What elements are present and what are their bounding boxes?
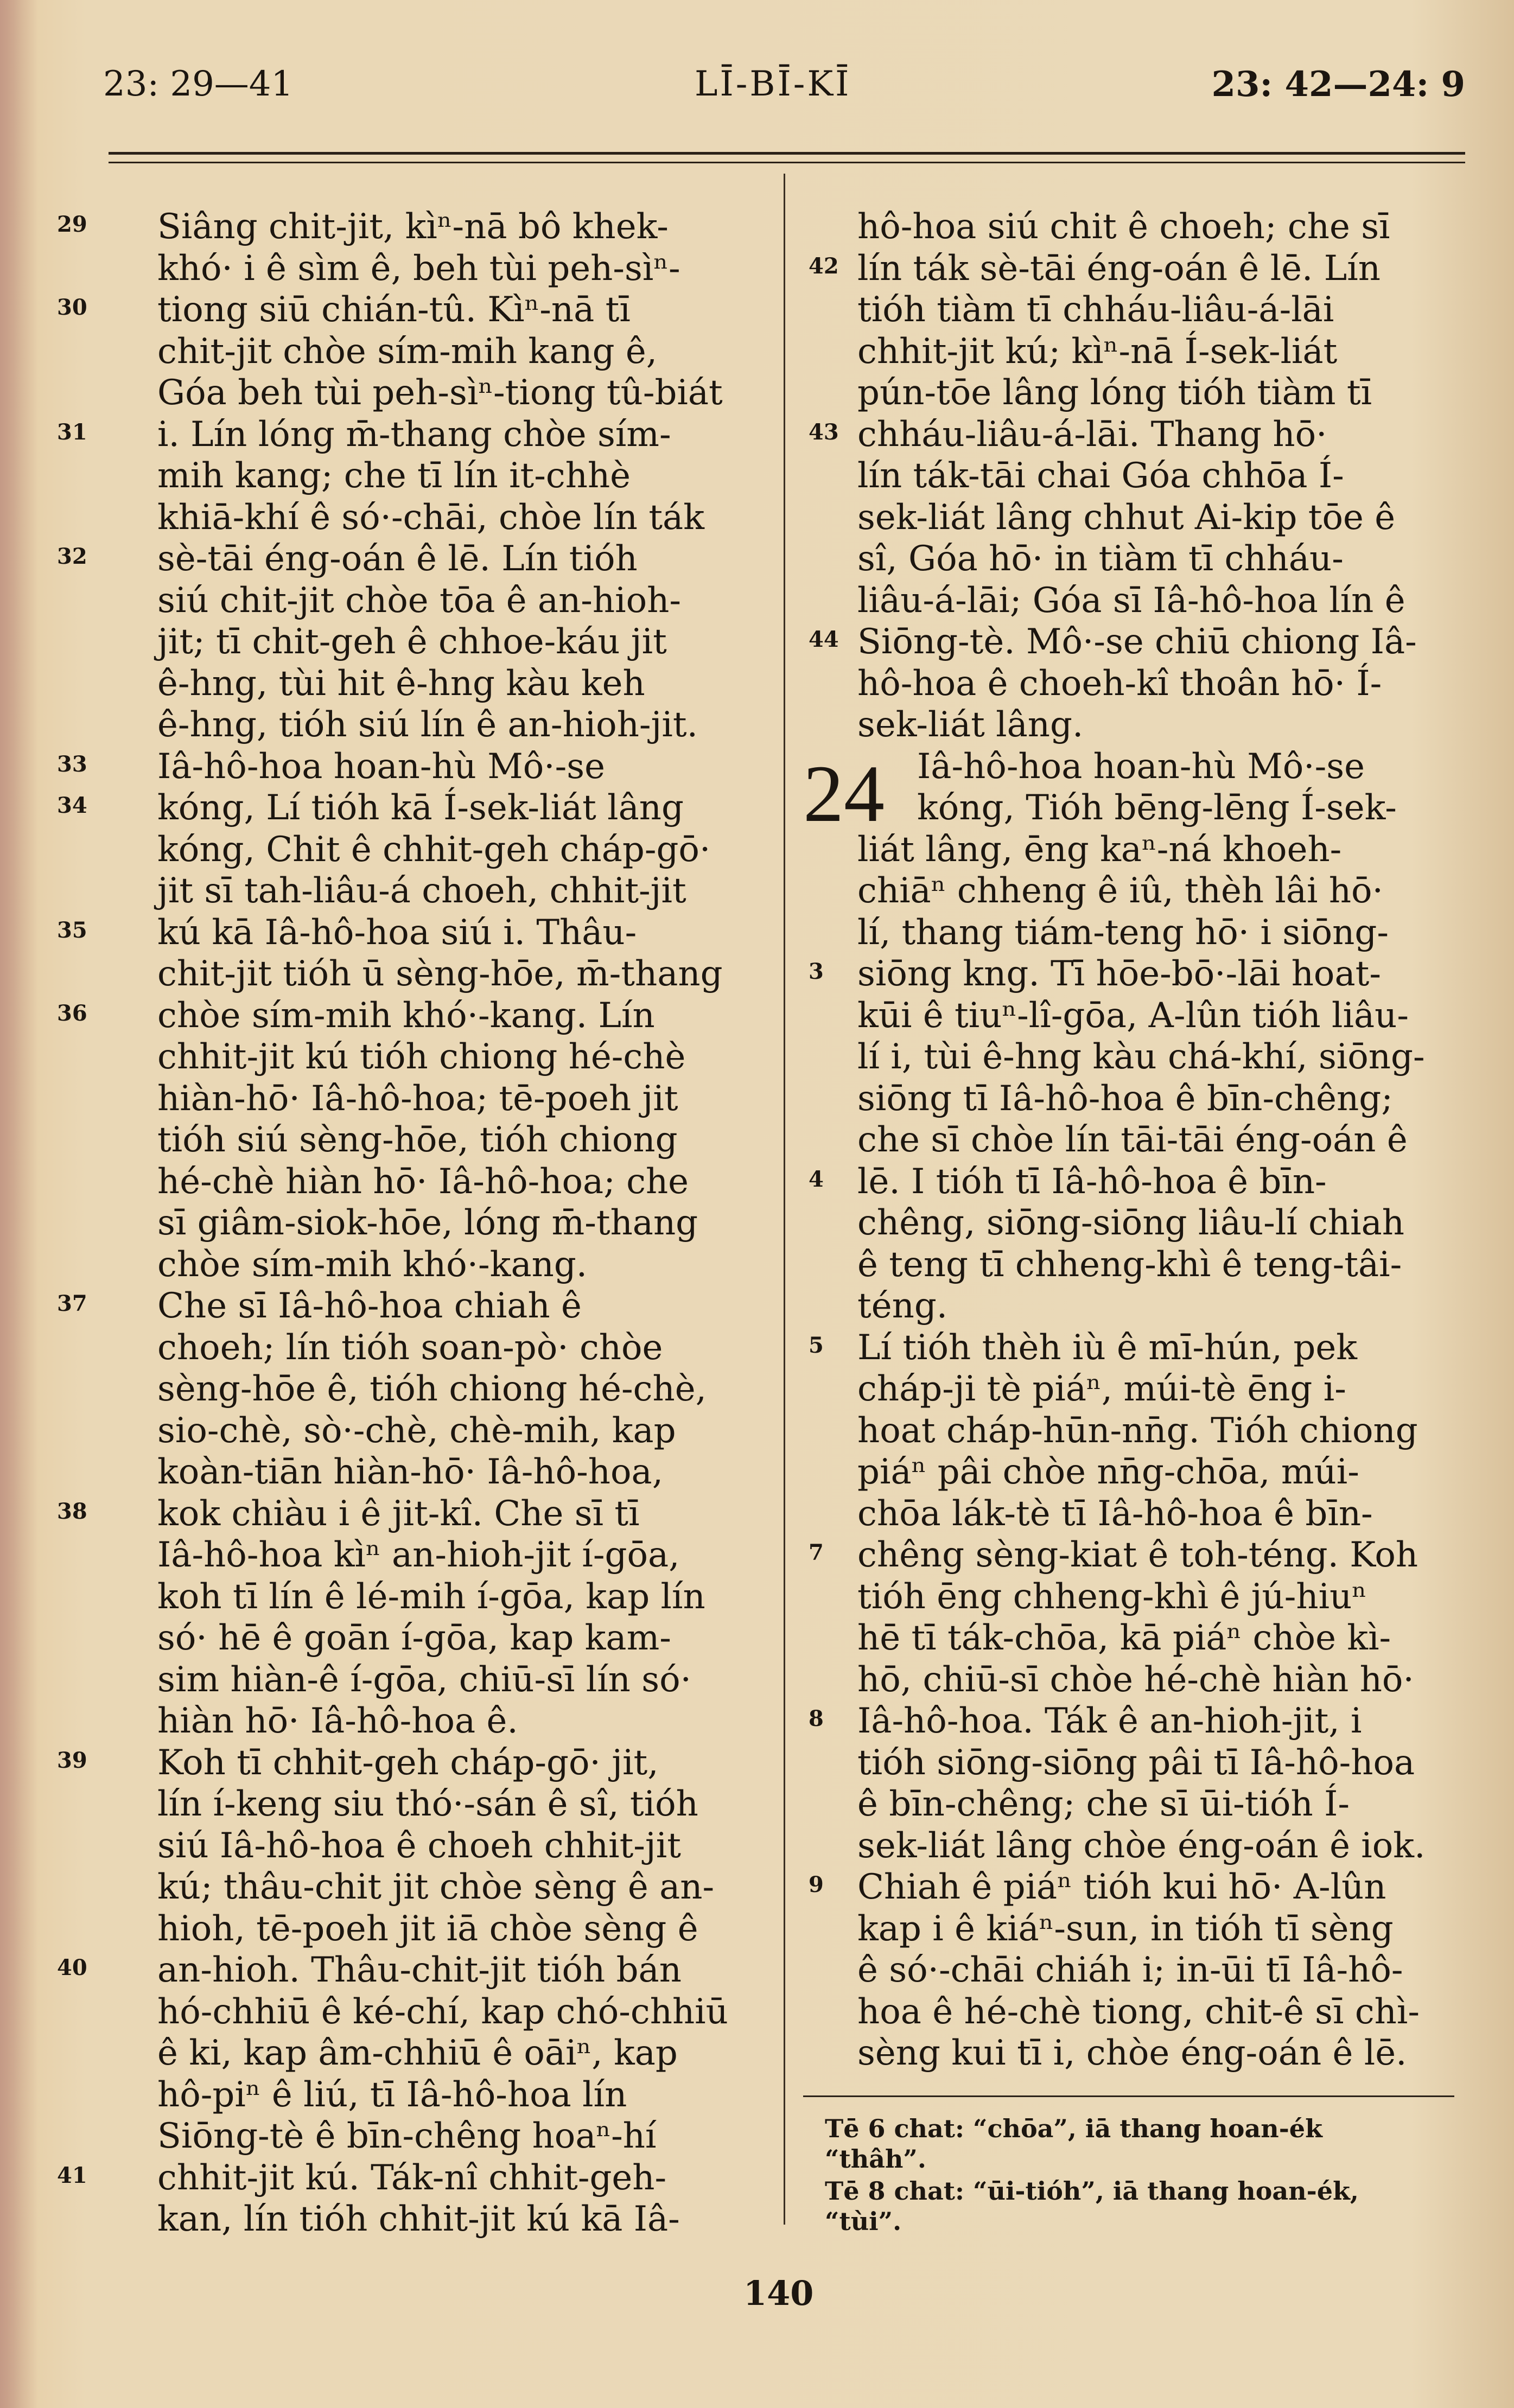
line-text: chháu-liâu-á-lāi. Thang hō· xyxy=(857,414,1327,455)
line-text: i. Lín lóng m̄-thang chòe sím- xyxy=(157,414,671,455)
text-line xyxy=(81,704,760,746)
text-line xyxy=(809,1991,1465,2033)
line-text: hē tī ták-chōa, kā piáⁿ chòe kì- xyxy=(857,1618,1391,1658)
line-text: chhit-jit kú; kìⁿ-nā Í-sek-liát xyxy=(857,331,1338,372)
line-text: Iâ-hô-hoa kìⁿ an-hioh-jit í-gōa, xyxy=(157,1535,680,1575)
text-line xyxy=(809,746,1465,788)
text-line xyxy=(81,1617,760,1659)
line-text: Chiah ê piáⁿ tióh kui hō· A-lûn xyxy=(857,1867,1386,1907)
verse-number: 44 xyxy=(809,627,839,652)
line-text: hiàn-hō· Iâ-hô-hoa; tē-poeh jit xyxy=(157,1078,678,1119)
line-text: che sī chòe lín tāi-tāi éng-oán ê xyxy=(857,1120,1408,1160)
verse-number: 4 xyxy=(809,1166,824,1192)
text-line xyxy=(809,1950,1465,1991)
text-line xyxy=(81,1202,760,1244)
verse-number: 41 xyxy=(57,2162,87,2188)
text-line xyxy=(809,1119,1465,1161)
text-line xyxy=(81,1119,760,1161)
verse-number: 31 xyxy=(57,419,87,445)
text-line xyxy=(809,1783,1465,1825)
line-text: tióh ēng chheng-khì ê jú-hiuⁿ xyxy=(857,1576,1367,1617)
line-text: kóng, Chit ê chhit-geh cháp-gō· xyxy=(157,829,711,870)
text-line xyxy=(81,621,760,663)
text-line xyxy=(81,663,760,705)
line-text: sek-liát lâng chhut Ai-kip tōe ê xyxy=(857,497,1396,538)
text-line xyxy=(57,538,760,580)
text-line xyxy=(809,1825,1465,1867)
text-line xyxy=(809,1244,1465,1286)
line-text: hó-chhiū ê ké-chí, kap chó-chhiū xyxy=(157,1991,728,2032)
text-line xyxy=(809,621,1465,663)
line-text: Iâ-hô-hoa hoan-hù Mô·-se xyxy=(917,746,1365,787)
text-line xyxy=(809,1866,1465,1908)
text-line xyxy=(809,1078,1465,1120)
text-line xyxy=(809,912,1465,954)
verse-number: 38 xyxy=(57,1498,87,1524)
line-text: chit-jit chòe sím-mih kang ê, xyxy=(157,331,658,372)
line-text: koh tī lín ê lé-mih í-gōa, kap lín xyxy=(157,1576,705,1617)
line-text: ê teng tī chheng-khì ê teng-tâi- xyxy=(857,1244,1402,1285)
running-header xyxy=(0,64,1514,124)
text-line xyxy=(809,870,1465,912)
text-line xyxy=(809,1285,1465,1327)
line-text: kú; thâu-chit jit chòe sèng ê an- xyxy=(157,1867,715,1907)
footnote-2 xyxy=(825,2176,1465,2237)
line-text: Siōng-tè ê bīn-chêng hoaⁿ-hí xyxy=(157,2116,657,2156)
line-text: sè-tāi éng-oán ê lē. Lín tióh xyxy=(157,539,638,579)
text-line xyxy=(809,829,1465,871)
line-text: téng. xyxy=(857,1286,948,1326)
footnote-rule xyxy=(803,2095,1454,2097)
text-line xyxy=(81,870,760,912)
line-text: chòe sím-mih khó·-kang. Lín xyxy=(157,995,655,1036)
verse-number: 32 xyxy=(57,544,87,569)
text-line xyxy=(81,1866,760,1908)
text-line xyxy=(809,995,1465,1037)
line-text: hô-piⁿ ê liú, tī Iâ-hô-hoa lín xyxy=(157,2074,627,2115)
line-text: kok chiàu i ê jit-kî. Che sī tī xyxy=(157,1493,640,1534)
verse-number: 42 xyxy=(809,253,839,279)
line-text: chit-jit tióh ū sèng-hōe, m̄-thang xyxy=(157,954,723,994)
verse-number: 39 xyxy=(57,1747,87,1773)
line-text: lē. I tióh tī Iâ-hô-hoa ê bīn- xyxy=(857,1161,1327,1202)
line-text: lí i, tùi ê-hng kàu chá-khí, siōng- xyxy=(857,1037,1425,1077)
text-line xyxy=(809,289,1465,331)
footnote-1 xyxy=(825,2113,1465,2174)
line-text: koàn-tiān hiàn-hō· Iâ-hô-hoa, xyxy=(157,1452,664,1492)
text-line xyxy=(809,372,1465,414)
line-text: mih kang; che tī lín it-chhè xyxy=(157,456,631,496)
text-line xyxy=(57,206,760,248)
text-line xyxy=(57,787,760,829)
verse-number: 29 xyxy=(57,212,87,237)
line-text: siōng kng. Tī hōe-bō·-lāi hoat- xyxy=(857,954,1381,994)
line-text: pún-tōe lâng lóng tióh tiàm tī xyxy=(857,373,1372,413)
text-line xyxy=(81,2074,760,2116)
verse-number: 40 xyxy=(57,1955,87,1980)
text-line xyxy=(81,1700,760,1742)
line-text: Siōng-tè. Mô·-se chiū chiong Iâ- xyxy=(857,622,1417,662)
footnote-1-line-1: Tē 6 chat: “chōa”, iā thang hoan-ék xyxy=(825,2114,1322,2143)
line-text: Koh tī chhit-geh cháp-gō· jit, xyxy=(157,1742,659,1783)
verse-number: 7 xyxy=(809,1540,824,1565)
line-text: chhit-jit kú. Ták-nî chhit-geh- xyxy=(157,2157,667,2198)
text-line xyxy=(81,1991,760,2033)
line-text: kóng, Tióh bēng-lēng Í-sek- xyxy=(917,788,1397,828)
text-line xyxy=(57,414,760,456)
line-text: chhit-jit kú tióh chiong hé-chè xyxy=(157,1037,686,1077)
line-text: lí, thang tiám-teng hō· i siōng- xyxy=(857,912,1389,953)
line-text: Siâng chit-jit, kìⁿ-nā bô khek- xyxy=(157,207,669,247)
line-text: tiong siū chián-tû. Kìⁿ-nā tī xyxy=(157,290,631,330)
line-text: choeh; lín tióh soan-pò· chòe xyxy=(157,1327,663,1368)
line-text: liâu-á-lāi; Góa sī Iâ-hô-hoa lín ê xyxy=(857,580,1405,621)
text-line xyxy=(81,331,760,373)
line-text: ê ki, kap âm-chhiū ê oāiⁿ, kap xyxy=(157,2033,678,2073)
text-line xyxy=(57,1742,760,1784)
line-text: kap i ê kiáⁿ-sun, in tióh tī sèng xyxy=(857,1908,1394,1949)
header-rule-thick xyxy=(109,152,1465,155)
line-text: sî, Góa hō· in tiàm tī chháu- xyxy=(857,539,1344,579)
line-text: hé-chè hiàn hō· Iâ-hô-hoa; che xyxy=(157,1161,689,1202)
line-text: sek-liát lâng chòe éng-oán ê iok. xyxy=(857,1825,1426,1866)
column-divider xyxy=(784,174,785,2225)
text-line xyxy=(809,1161,1465,1203)
line-text: ê-hng, tióh siú lín ê an-hioh-jit. xyxy=(157,705,698,745)
left-text-column xyxy=(57,206,760,2240)
line-text: lín í-keng siu thó·-sán ê sî, tióh xyxy=(157,1784,698,1824)
text-line xyxy=(81,953,760,995)
line-text: ê bīn-chêng; che sī ūi-tióh Í- xyxy=(857,1784,1350,1824)
text-line xyxy=(809,1327,1465,1369)
text-line xyxy=(57,1493,760,1535)
text-line xyxy=(809,1534,1465,1576)
text-line xyxy=(81,372,760,414)
text-line xyxy=(81,1576,760,1618)
text-line xyxy=(57,995,760,1037)
line-text: tióh siōng-siōng pâi tī Iâ-hô-hoa xyxy=(857,1742,1415,1783)
text-line xyxy=(809,1451,1465,1493)
text-line xyxy=(81,1327,760,1369)
text-line xyxy=(809,414,1465,456)
header-left-reference: 23: 29—41 xyxy=(103,64,294,104)
text-line xyxy=(809,248,1465,290)
header-rule-thin xyxy=(109,162,1465,163)
line-text: hiàn hō· Iâ-hô-hoa ê. xyxy=(157,1701,518,1741)
line-text: lín ták-tāi chai Góa chhōa Í- xyxy=(857,456,1344,496)
line-text: hô-hoa siú chit ê choeh; che sī xyxy=(857,207,1390,247)
line-text: lín ták sè-tāi éng-oán ê lē. Lín xyxy=(857,248,1381,289)
text-line xyxy=(809,663,1465,705)
line-text: an-hioh. Thâu-chit-jit tióh bán xyxy=(157,1950,682,1990)
line-text: Lí tióh thèh iù ê mī-hún, pek xyxy=(857,1327,1357,1368)
line-text: Iâ-hô-hoa. Ták ê an-hioh-jit, i xyxy=(857,1701,1362,1741)
text-line xyxy=(81,829,760,871)
line-text: hoat cháp-hūn-nn̄g. Tióh chiong xyxy=(857,1410,1418,1451)
text-line xyxy=(809,1742,1465,1784)
text-line xyxy=(809,580,1465,622)
line-text: kan, lín tióh chhit-jit kú kā Iâ- xyxy=(157,2199,680,2239)
line-text: siú Iâ-hô-hoa ê choeh chhit-jit xyxy=(157,1825,681,1866)
line-text: chêng sèng-kiat ê toh-téng. Koh xyxy=(857,1535,1418,1575)
line-text: sek-liát lâng. xyxy=(857,705,1084,745)
line-text: cháp-ji tè piáⁿ, múi-tè ēng i- xyxy=(857,1369,1346,1409)
text-line xyxy=(81,2033,760,2074)
text-line xyxy=(809,1659,1465,1701)
text-line xyxy=(81,1078,760,1120)
text-line xyxy=(57,746,760,788)
line-text: sèng-hōe ê, tióh chiong hé-chè, xyxy=(157,1369,707,1409)
line-text: chōa lák-tè tī Iâ-hô-hoa ê bīn- xyxy=(857,1493,1373,1534)
text-line xyxy=(81,1825,760,1867)
text-line xyxy=(81,580,760,622)
line-text: chiāⁿ chheng ê iû, thèh lâi hō· xyxy=(857,871,1383,911)
text-line xyxy=(809,1576,1465,1618)
chapter-number: 24 xyxy=(803,749,885,839)
text-line xyxy=(81,1451,760,1493)
text-line xyxy=(81,248,760,290)
line-text: jit sī tah-liâu-á choeh, chhit-jit xyxy=(157,871,686,911)
line-text: hioh, tē-poeh jit iā chòe sèng ê xyxy=(157,1908,698,1949)
text-line xyxy=(809,331,1465,373)
line-text: piáⁿ pâi chòe nn̄g-chōa, múi- xyxy=(857,1452,1359,1492)
text-line xyxy=(81,1908,760,1950)
line-text: jit; tī chit-geh ê chhoe-káu jit xyxy=(157,622,667,662)
text-line xyxy=(81,2116,760,2157)
line-text: tióh siú sèng-hōe, tióh chiong xyxy=(157,1120,678,1160)
text-line xyxy=(809,538,1465,580)
text-line xyxy=(81,1368,760,1410)
verse-number: 35 xyxy=(57,917,87,943)
verse-number: 5 xyxy=(809,1332,824,1358)
line-text: sio-chè, sò·-chè, chè-mih, kap xyxy=(157,1410,676,1451)
text-line xyxy=(809,953,1465,995)
text-line xyxy=(809,1700,1465,1742)
text-line xyxy=(81,1410,760,1452)
line-text: Che sī Iâ-hô-hoa chiah ê xyxy=(157,1286,582,1326)
text-line xyxy=(57,1950,760,1991)
footnote-1-line-2: “thâh”. xyxy=(825,2144,926,2174)
text-line xyxy=(809,1410,1465,1452)
text-line xyxy=(57,289,760,331)
line-text: khó· i ê sìm ê, beh tùi peh-sìⁿ- xyxy=(157,248,680,289)
footnote-2-line-1: Tē 8 chat: “ūi-tióh”, iā thang hoan-ék, xyxy=(825,2176,1359,2206)
right-text-column xyxy=(809,206,1465,2074)
text-line xyxy=(809,1617,1465,1659)
text-line xyxy=(809,1368,1465,1410)
text-line xyxy=(81,455,760,497)
text-line xyxy=(81,1534,760,1576)
line-text: siōng tī Iâ-hô-hoa ê bīn-chêng; xyxy=(857,1078,1393,1119)
verse-number: 34 xyxy=(57,793,87,818)
text-line xyxy=(81,1783,760,1825)
line-text: liát lâng, ēng kaⁿ-ná khoeh- xyxy=(857,829,1342,870)
verse-number: 37 xyxy=(57,1291,87,1316)
text-line xyxy=(809,704,1465,746)
text-line xyxy=(809,1908,1465,1950)
text-line xyxy=(57,912,760,954)
line-text: kú kā Iâ-hô-hoa siú i. Thâu- xyxy=(157,912,637,953)
verse-number: 3 xyxy=(809,959,824,984)
text-line xyxy=(809,206,1465,248)
verse-number: 30 xyxy=(57,295,87,320)
text-line xyxy=(81,1036,760,1078)
header-book-title: LĪ-BĪ-KĪ xyxy=(695,64,851,104)
text-line xyxy=(809,1202,1465,1244)
line-text: sī giâm-siok-hōe, lóng m̄-thang xyxy=(157,1203,698,1243)
text-line xyxy=(81,497,760,539)
line-text: hō, chiū-sī chòe hé-chè hiàn hō· xyxy=(857,1659,1414,1700)
line-text: siú chit-jit chòe tōa ê an-hioh- xyxy=(157,580,681,621)
line-text: chòe sím-mih khó·-kang. xyxy=(157,1244,588,1285)
line-text: kūi ê tiuⁿ-lî-gōa, A-lûn tióh liâu- xyxy=(857,995,1409,1036)
verse-number: 33 xyxy=(57,751,87,777)
verse-number: 43 xyxy=(809,419,839,445)
text-line xyxy=(57,1285,760,1327)
line-text: sim hiàn-ê í-gōa, chiū-sī lín só· xyxy=(157,1659,691,1700)
text-line xyxy=(809,1493,1465,1535)
line-text: hô-hoa ê choeh-kî thoân hō· Í- xyxy=(857,663,1382,704)
footnote-2-line-2: “tùi”. xyxy=(825,2207,902,2236)
line-text: kóng, Lí tióh kā Í-sek-liát lâng xyxy=(157,788,684,828)
text-line xyxy=(57,2157,760,2199)
text-line xyxy=(809,1036,1465,1078)
text-line xyxy=(81,1659,760,1701)
text-line xyxy=(809,787,1465,829)
line-text: hoa ê hé-chè tiong, chit-ê sī chì- xyxy=(857,1991,1420,2032)
text-line xyxy=(809,455,1465,497)
text-line xyxy=(809,2033,1465,2074)
text-line xyxy=(81,1244,760,1286)
line-text: Iâ-hô-hoa hoan-hù Mô·-se xyxy=(157,746,605,787)
page-edge xyxy=(0,0,38,2408)
verse-number: 8 xyxy=(809,1706,824,1731)
line-text: ê-hng, tùi hit ê-hng kàu keh xyxy=(157,663,645,704)
line-text: só· hē ê goān í-gōa, kap kam- xyxy=(157,1618,671,1658)
text-line xyxy=(81,1161,760,1203)
line-text: ê só·-chāi chiáh i; in-ūi tī Iâ-hô- xyxy=(857,1950,1403,1990)
page-number: 140 xyxy=(743,2273,814,2313)
verse-number: 9 xyxy=(809,1872,824,1897)
text-line xyxy=(81,2199,760,2240)
text-line xyxy=(809,497,1465,539)
line-text: Góa beh tùi peh-sìⁿ-tiong tû-biát xyxy=(157,373,723,413)
header-right-reference: 23: 42—24: 9 xyxy=(1211,64,1465,105)
line-text: sèng kui tī i, chòe éng-oán ê lē. xyxy=(857,2033,1407,2073)
line-text: khiā-khí ê só·-chāi, chòe lín ták xyxy=(157,497,704,538)
verse-number: 36 xyxy=(57,1000,87,1026)
line-text: chêng, siōng-siōng liâu-lí chiah xyxy=(857,1203,1404,1243)
line-text: tióh tiàm tī chháu-liâu-á-lāi xyxy=(857,290,1334,330)
